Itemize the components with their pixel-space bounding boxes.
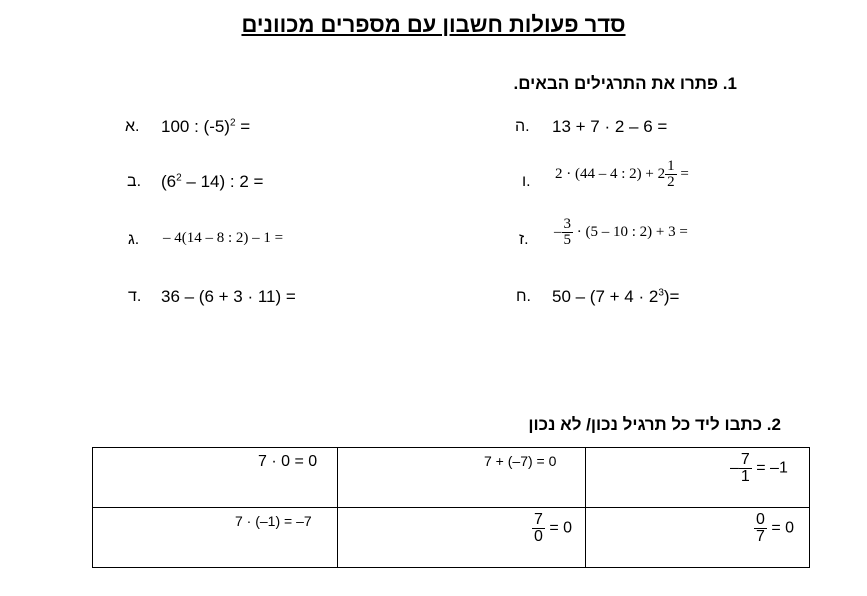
exercise-he: 13 + 7 · 2 – 6 = xyxy=(552,117,668,136)
fraction: $\frac{3}{5}$ xyxy=(563,216,571,248)
exercise-cell: 7 + (–7) = 0 xyxy=(484,453,557,469)
exercise-cell: $\frac{7}{0}$ = 0 xyxy=(534,511,573,545)
table-cell xyxy=(338,448,586,508)
item-label-zayin: .ז xyxy=(519,231,529,248)
exercise-alef: 100 : $(-5)^2$ = xyxy=(161,117,251,136)
exercise-cell: 7 · (–1) = –7 xyxy=(235,513,312,529)
question-2-heading: 2. כתבו ליד כל תרגיל נכון/ לא נכון xyxy=(528,415,781,434)
item-label-alef: .א xyxy=(125,118,140,135)
table-cell xyxy=(586,448,810,508)
fraction: $\frac{1}{2}$ xyxy=(667,158,675,190)
exercise-zayin: – $\frac{3}{5}$ · (5 – 10 : 2) + 3 = xyxy=(554,216,688,248)
item-label-bet: .ב xyxy=(127,173,142,190)
item-label-gimel: .ג xyxy=(128,231,140,248)
exercise-gimel: – 4(14 – 8 : 2) – 1 = xyxy=(163,230,284,246)
item-label-dalet: .ד xyxy=(128,288,142,305)
exercise-dalet: 36 – (6 + 3 · 11) = xyxy=(161,287,296,306)
exercise-cell: 7 · 0 = 0 xyxy=(258,453,318,470)
item-label-vav: .ו xyxy=(522,173,531,190)
fraction: $\frac{7}{1}$ xyxy=(740,451,750,485)
exercise-cell: $\frac{0}{7}$ = 0 xyxy=(756,511,795,545)
table-row xyxy=(93,508,810,568)
exercise-bet: $(6^2 - 14)$ : 2 = xyxy=(161,172,264,191)
table-cell xyxy=(93,508,338,568)
table-row xyxy=(93,448,810,508)
table-cell xyxy=(338,508,586,568)
fraction: $\frac{7}{0}$ xyxy=(534,511,543,545)
table-cell xyxy=(586,508,810,568)
table-cell xyxy=(93,448,338,508)
exercise-cell: – $\frac{7}{1}$ = –1 xyxy=(730,451,788,485)
worksheet-title: סדר פעולות חשבון עם מספרים מכוונים xyxy=(241,12,626,37)
fraction: $\frac{0}{7}$ xyxy=(756,511,765,545)
question-1-heading: 1. פתרו את התרגילים הבאים. xyxy=(513,74,737,93)
item-label-he: .ה xyxy=(515,118,530,135)
item-label-het: .ח xyxy=(516,288,531,305)
exercise-vav: 2 · (44 – 4 : 2) + 2 $\frac{1}{2}$ = xyxy=(555,158,689,190)
true-false-table xyxy=(92,447,810,568)
exercise-het: $50 - (7 + 4 \cdot 2^3)=$ xyxy=(552,287,680,306)
